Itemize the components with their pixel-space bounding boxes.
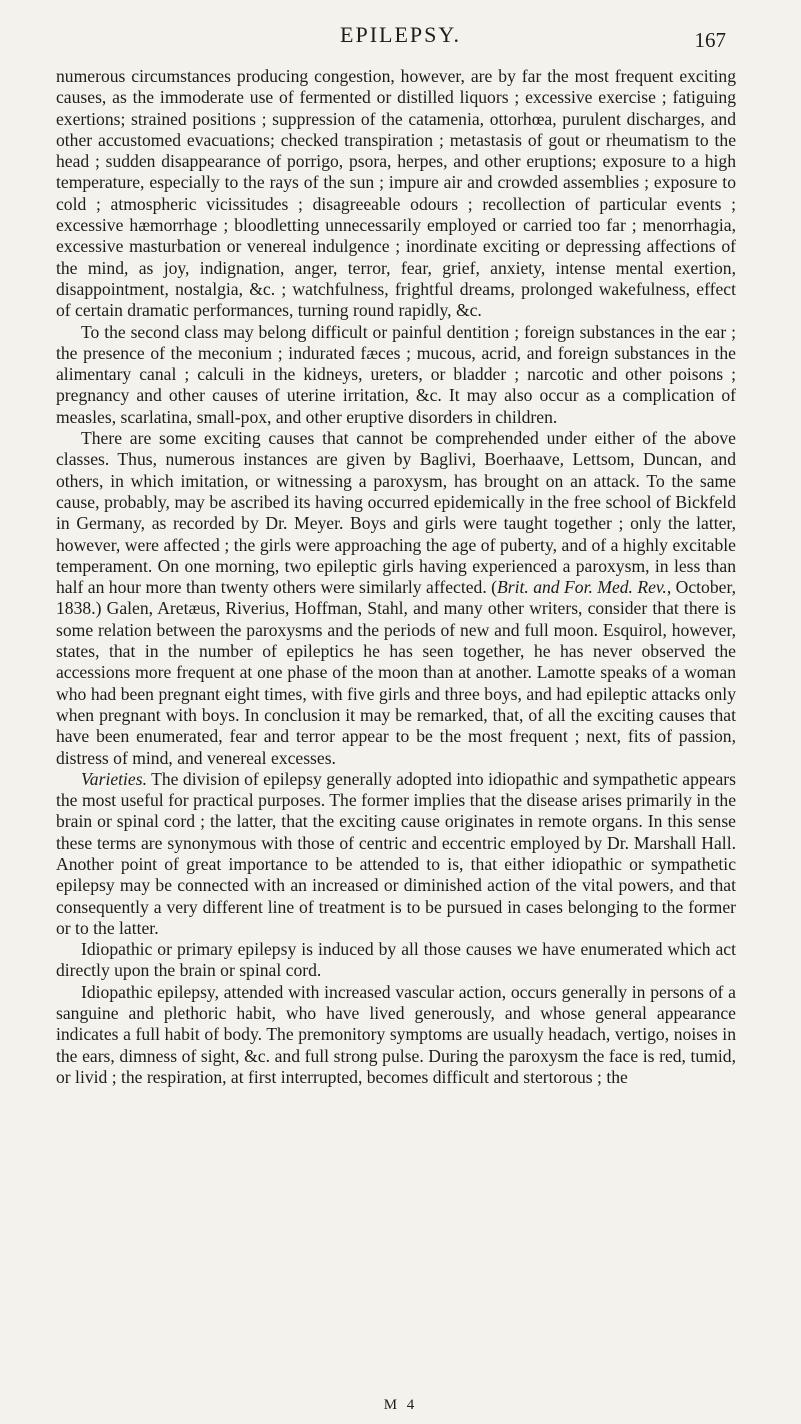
varieties-heading: Varieties.	[81, 768, 147, 789]
page-number: 167	[694, 28, 726, 52]
varieties-text: The division of epilepsy generally adopted into idiopathic and sympathetic appears the most useful for practical purposes. The former implies that the disease arises primarily in the brain or spinal cord ; the latter, that the exciting cause originates in remote organs. In this sense these terms are synonymous with those of centric and eccentric employed by Dr. Marshall Hall. Another point of great importance to be attended to is, that either idiopathic or sympathetic epilepsy may be connected with an increased or diminished action of the vital powers, and that consequently a very different line of treatment is to be pursued in cases belonging to the former or to the latter.	[56, 768, 736, 938]
page-header	[0, 22, 801, 58]
paragraph-second-class: To the second class may belong difficult or painful dentition ; foreign substances in the ear ; the presence of the meconium ; indurated fæces ; mucous, acrid, and foreign substances in the alimentary canal ; calculi in the kidneys, ureters, or bladder ; narcotic and other poisons ; pregnancy and other causes of uterine irritation, &c. It may also occur as a complication of measles, scarlatina, small-pox, and other eruptive disorders in children.	[56, 321, 736, 427]
signature-mark: M 4	[383, 1397, 418, 1413]
paragraph-varieties	[56, 769, 736, 939]
paragraph-other-causes-text: There are some exciting causes that cannot be comprehended under either of the above classes. Thus, numerous instances are given by Baglivi, Boerhaave, Lettsom, Duncan, and others, in which imitation, or witnessing a paroxysm, has brought on an attack. To the same cause, probably, may be ascribed its having occurred epidemically in the free school of Bickfeld in Germany, as recorded by Dr. Meyer. Boys and girls were taught together ; only the latter, however, were affected ; the girls were approaching the age of puberty, and of a highly excitable temperament. On one morning, two epileptic girls having experienced a paroxysm, in less than half an hour more than twenty others were similarly affected. (	[56, 428, 736, 598]
paragraph-idiopathic-vascular: Idiopathic epilepsy, attended with increased vascular action, occurs generally in persons of a sanguine and plethoric habit, who have lived generously, and whose general appearance indicates a full habit of body. The premonitory symptoms are usually headach, vertigo, noises in the ears, dimness of sight, &c. and full strong pulse. During the paroxysm the face is red, tumid, or livid ; the respiration, at first interrupted, becomes difficult and stertorous ; the	[56, 981, 736, 1087]
running-title: EPILEPSY.	[340, 22, 461, 47]
body-text	[56, 66, 736, 1088]
paragraph-other-causes-continuation: , October, 1838.) Galen, Aretæus, Riverius, Hoffman, Stahl, and many other writers, consider that there is some relation between the paroxysms and the periods of new and full moon. Esquirol, however, states, that in the number of epileptics he has seen together, he has never observed the accessions more frequent at one phase of the moon than at another. Lamotte speaks of a woman who had been pregnant eight times, with five girls and three boys, and had epileptic attacks only when pregnant with boys. In conclusion it may be remarked, that, of all the exciting causes that have been enumerated, fear and terror appear to be the most frequent ; next, fits of passion, distress of mind, and venereal excesses.	[56, 577, 737, 768]
paragraph-idiopathic-definition: Idiopathic or primary epilepsy is induced by all those causes we have enumerated which act directly upon the brain or spinal cord.	[56, 939, 736, 981]
journal-citation: Brit. and For. Med. Rev.	[497, 577, 667, 598]
paragraph-congestion-causes: numerous circumstances producing congestion, however, are by far the most frequent exciting causes, as the immoderate use of fermented or distilled liquors ; excessive exercise ; fatiguing exertions; strained positions ; suppression of the catamenia, ottorhœa, purulent discharges, and other accustomed evacuations; checked transpiration ; metastasis of gout or rheumatism to the head ; sudden disappearance of porrigo, psora, herpes, and other eruptions; exposure to a high temperature, especially to the rays of the sun ; impure air and crowded assemblies ; exposure to cold ; atmospheric vicissitudes ; disagreeable odours ; recollection of particular events ; excessive hæmorrhage ; bloodletting unnecessarily employed or carried too far ; menorrhagia, excessive masturbation or venereal indulgence ; inordinate exciting or depressing affections of the mind, as joy, indignation, anger, terror, fear, grief, anxiety, intense mental exertion, disappointment, nostalgia, &c. ; watchfulness, frightful dreams, prolonged wakefulness, effect of certain dramatic performances, turning round rapidly, &c.	[56, 66, 736, 321]
paragraph-other-causes	[56, 428, 736, 769]
